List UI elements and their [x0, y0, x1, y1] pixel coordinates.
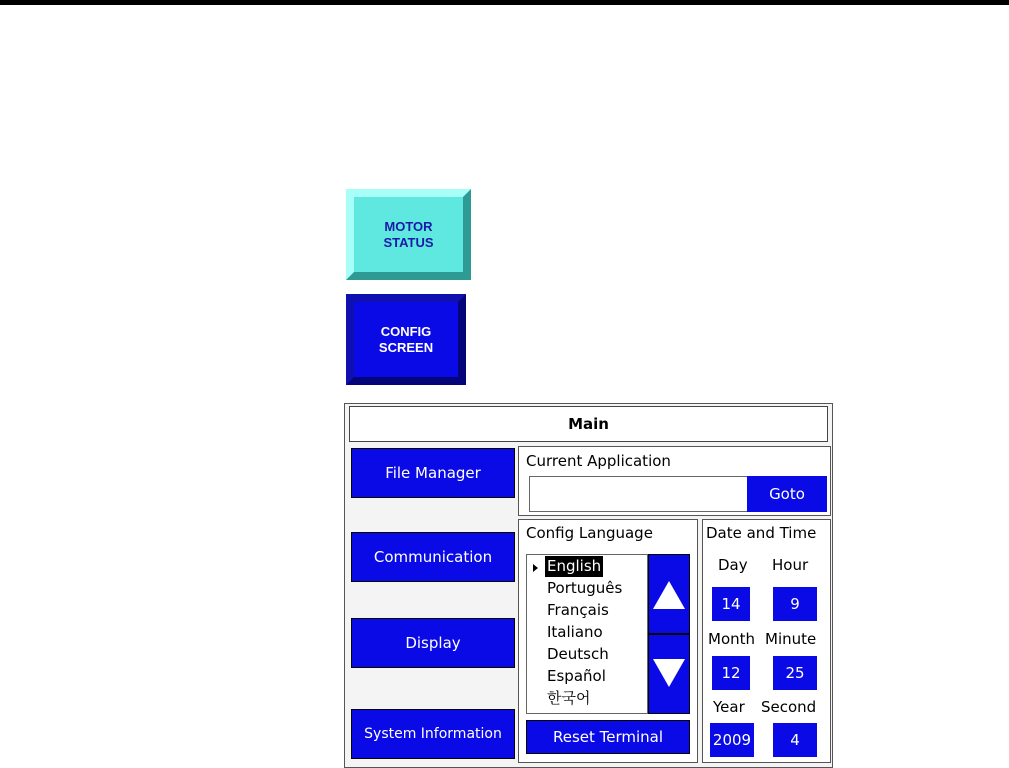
config-screen-button[interactable]: CONFIG SCREEN	[346, 294, 466, 385]
minute-label: Minute	[765, 630, 817, 648]
second-label: Second	[761, 698, 817, 716]
month-field[interactable]: 12	[712, 656, 750, 690]
language-item-english[interactable]: English	[547, 557, 602, 575]
hour-label: Hour	[772, 556, 809, 574]
current-application-label: Current Application	[526, 452, 671, 470]
day-label: Day	[718, 556, 748, 574]
terminal-title: Main	[349, 406, 828, 442]
year-field[interactable]: 2009	[710, 723, 754, 757]
communication-button[interactable]: Communication	[351, 532, 515, 582]
file-manager-button[interactable]: File Manager	[351, 448, 515, 498]
config-language-panel	[518, 519, 698, 763]
display-button[interactable]: Display	[351, 618, 515, 668]
arrow-down-icon	[649, 635, 689, 713]
year-label: Year	[713, 698, 745, 716]
motor-status-button[interactable]: MOTOR STATUS	[346, 189, 471, 280]
month-label: Month	[708, 630, 756, 648]
language-list[interactable]	[526, 554, 648, 714]
hour-field[interactable]: 9	[773, 587, 817, 621]
scroll-down-button[interactable]	[648, 634, 690, 714]
language-item-italiano[interactable]: Italiano	[547, 623, 603, 641]
minute-field[interactable]: 25	[773, 656, 817, 690]
arrow-up-icon	[649, 555, 689, 633]
system-information-button[interactable]: System Information	[351, 709, 515, 759]
scroll-up-button[interactable]	[648, 554, 690, 634]
config-language-label: Config Language	[526, 524, 653, 542]
goto-button[interactable]: Goto	[747, 476, 827, 512]
selection-caret-icon	[533, 564, 538, 572]
terminal-main-screen	[344, 403, 833, 768]
reset-terminal-button[interactable]: Reset Terminal	[526, 720, 690, 754]
top-rule	[0, 0, 1009, 5]
language-item-deutsch[interactable]: Deutsch	[547, 645, 609, 663]
language-item-francais[interactable]: Français	[547, 601, 609, 619]
date-time-label: Date and Time	[706, 524, 817, 542]
date-time-panel	[702, 519, 831, 763]
language-item-espanol[interactable]: Español	[547, 667, 606, 685]
language-item-portugues[interactable]: Português	[547, 579, 623, 597]
current-application-panel	[518, 446, 831, 516]
day-field[interactable]: 14	[712, 587, 750, 621]
current-application-field[interactable]	[529, 476, 747, 512]
second-field[interactable]: 4	[773, 723, 817, 757]
language-item-korean[interactable]: 한국어	[547, 689, 591, 707]
